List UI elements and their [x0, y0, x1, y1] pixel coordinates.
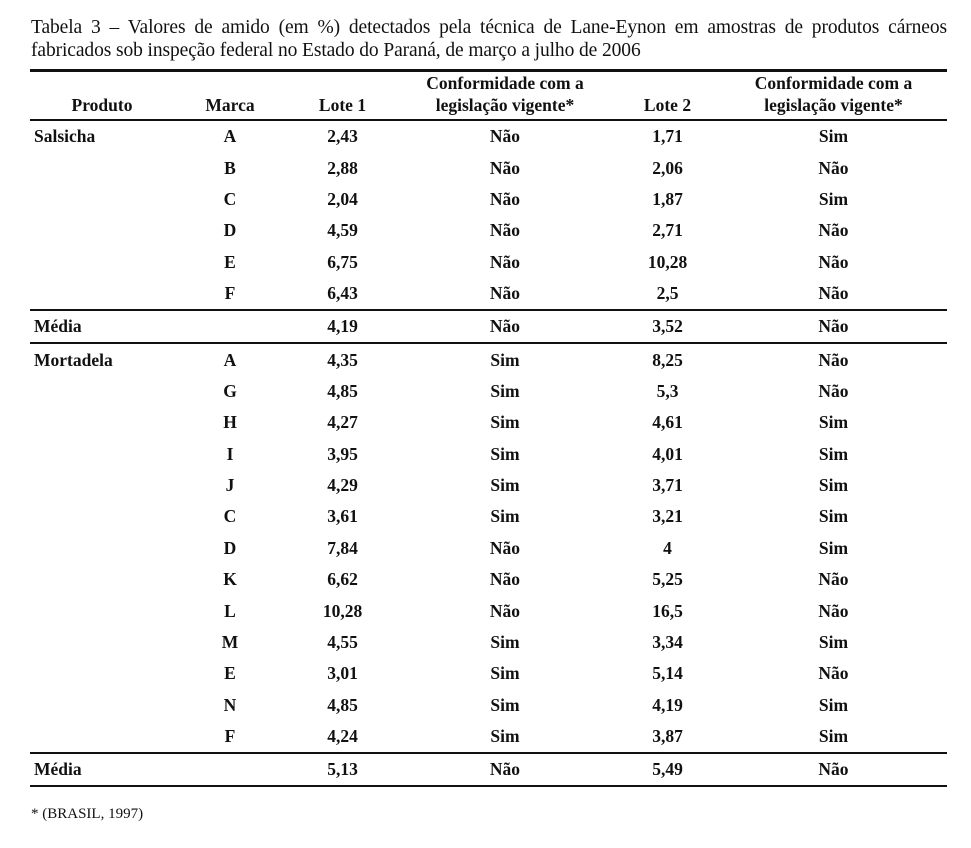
- cell-produto: [30, 470, 170, 501]
- cell-lote2: 3,52: [652, 316, 683, 337]
- cell-marca: N: [223, 694, 237, 715]
- cell-conformidade-2: Não: [818, 283, 849, 304]
- cell-conformidade-1: Sim: [490, 475, 520, 496]
- cell-lote1: 4,35: [327, 349, 358, 370]
- table-row: [30, 184, 947, 215]
- starch-table: [30, 69, 947, 787]
- cell-lote2: 2,71: [652, 220, 683, 241]
- cell-conformidade-1: Não: [489, 220, 521, 241]
- cell-marca: J: [225, 475, 235, 496]
- cell-lote1: 4,85: [327, 380, 358, 401]
- cell-conformidade-2: Não: [818, 380, 849, 401]
- cell-conformidade-2: Sim: [818, 443, 849, 464]
- cell-marca: F: [224, 726, 236, 747]
- cell-produto: [30, 595, 170, 626]
- cell-lote2: 3,21: [652, 506, 683, 527]
- cell-lote2: 16,5: [652, 600, 683, 621]
- header-conformidade-2: [720, 71, 947, 121]
- header-text: legislação vigente*: [764, 95, 903, 115]
- header-marca: Marca: [205, 95, 255, 115]
- cell-conformidade-1: Sim: [490, 506, 520, 527]
- cell-produto: [30, 215, 170, 246]
- cell-lote1: 6,43: [327, 283, 358, 304]
- header-produto: Produto: [71, 95, 133, 115]
- cell-lote1: 4,29: [327, 475, 358, 496]
- cell-conformidade-2: Sim: [818, 506, 849, 527]
- table-row: [30, 533, 947, 564]
- cell-produto: [30, 247, 170, 278]
- cell-lote2: 4,61: [652, 412, 683, 433]
- cell-conformidade-1: Sim: [490, 632, 520, 653]
- cell-lote2: 4,19: [652, 694, 683, 715]
- cell-conformidade-1: Não: [489, 537, 521, 558]
- cell-produto: [30, 407, 170, 438]
- cell-marca: E: [224, 251, 236, 272]
- cell-lote2: 3,87: [652, 726, 683, 747]
- header-conformidade-1: [395, 71, 615, 121]
- cell-marca: H: [223, 412, 237, 433]
- cell-lote1: 6,75: [327, 251, 358, 272]
- table-row: [30, 470, 947, 501]
- cell-media-label: Média: [34, 316, 82, 337]
- header-row: [30, 71, 947, 121]
- cell-conformidade-1: Não: [489, 759, 521, 780]
- table-row: [30, 152, 947, 183]
- cell-marca: I: [226, 443, 234, 464]
- cell-lote1: 3,61: [327, 506, 358, 527]
- cell-lote1: 4,59: [327, 220, 358, 241]
- cell-conformidade-2: Sim: [818, 475, 849, 496]
- cell-conformidade-2: Sim: [818, 537, 849, 558]
- cell-marca: K: [223, 569, 237, 590]
- cell-lote1: 3,01: [327, 663, 358, 684]
- cell-conformidade-1: Sim: [490, 412, 520, 433]
- cell-lote2: 1,71: [652, 126, 683, 147]
- cell-conformidade-2: Não: [818, 220, 849, 241]
- cell-lote1: 10,28: [322, 600, 363, 621]
- cell-lote1: 2,88: [327, 157, 358, 178]
- cell-conformidade-1: Não: [489, 188, 521, 209]
- table-row: [30, 501, 947, 532]
- cell-conformidade-2: Não: [818, 759, 849, 780]
- cell-lote1: 7,84: [327, 537, 358, 558]
- cell-conformidade-2: Não: [818, 316, 849, 337]
- cell-marca: M: [221, 632, 239, 653]
- cell-conformidade-1: Sim: [490, 349, 520, 370]
- cell-conformidade-1: Sim: [490, 663, 520, 684]
- table-row: [30, 343, 947, 375]
- table-row: [30, 595, 947, 626]
- cell-lote2: 3,34: [652, 632, 683, 653]
- cell-conformidade-2: Sim: [818, 726, 849, 747]
- cell-marca: B: [224, 157, 236, 178]
- media-row: [30, 310, 947, 343]
- cell-conformidade-2: Sim: [818, 632, 849, 653]
- cell-lote2: 10,28: [647, 251, 688, 272]
- table-row: [30, 658, 947, 689]
- table-row: [30, 278, 947, 310]
- cell-produto: [30, 501, 170, 532]
- cell-produto: [30, 184, 170, 215]
- cell-conformidade-1: Não: [489, 157, 521, 178]
- table-row: [30, 407, 947, 438]
- cell-lote2: 4,01: [652, 443, 683, 464]
- cell-marca: D: [223, 220, 237, 241]
- cell-produto: [30, 439, 170, 470]
- cell-marca: G: [223, 380, 237, 401]
- cell-produto: Mortadela: [34, 349, 113, 370]
- cell-lote1: 4,85: [327, 694, 358, 715]
- cell-lote2: 5,49: [652, 759, 683, 780]
- cell-conformidade-1: Sim: [490, 380, 520, 401]
- cell-marca: L: [224, 600, 236, 621]
- media-row: [30, 753, 947, 786]
- cell-produto: [30, 278, 170, 310]
- cell-lote1: 2,04: [327, 188, 358, 209]
- cell-marca: [170, 753, 290, 786]
- cell-lote2: 1,87: [652, 188, 683, 209]
- cell-conformidade-1: Não: [489, 600, 521, 621]
- footnote: * (BRASIL, 1997): [31, 806, 144, 822]
- cell-conformidade-2: Sim: [818, 694, 849, 715]
- cell-conformidade-2: Sim: [818, 412, 849, 433]
- table-row: [30, 690, 947, 721]
- cell-produto: [30, 690, 170, 721]
- cell-marca: F: [224, 283, 236, 304]
- cell-lote1: 5,13: [327, 759, 358, 780]
- table-row: [30, 376, 947, 407]
- cell-marca: C: [223, 506, 237, 527]
- cell-lote1: 3,95: [327, 443, 358, 464]
- table-row: [30, 721, 947, 753]
- cell-produto: [30, 533, 170, 564]
- cell-marca: C: [223, 188, 237, 209]
- cell-produto: [30, 721, 170, 753]
- cell-lote1: 4,24: [327, 726, 358, 747]
- cell-conformidade-2: Não: [818, 569, 849, 590]
- table-body: [30, 120, 947, 786]
- cell-marca: E: [224, 663, 236, 684]
- cell-media-label: Média: [34, 759, 82, 780]
- cell-lote1: 2,43: [327, 126, 358, 147]
- cell-marca: A: [223, 349, 237, 370]
- table-row: [30, 564, 947, 595]
- cell-conformidade-1: Não: [489, 126, 521, 147]
- cell-marca: A: [223, 126, 237, 147]
- cell-conformidade-2: Não: [818, 600, 849, 621]
- cell-conformidade-1: Sim: [490, 694, 520, 715]
- cell-lote2: 4: [663, 537, 672, 558]
- cell-conformidade-2: Sim: [818, 126, 849, 147]
- cell-conformidade-2: Sim: [818, 188, 849, 209]
- cell-produto: [30, 152, 170, 183]
- cell-lote1: 4,19: [327, 316, 358, 337]
- cell-conformidade-1: Não: [489, 316, 521, 337]
- cell-produto: [30, 658, 170, 689]
- cell-conformidade-2: Não: [818, 157, 849, 178]
- cell-lote2: 5,3: [656, 380, 679, 401]
- cell-lote2: 5,25: [652, 569, 683, 590]
- cell-marca: D: [223, 537, 237, 558]
- header-lote1: Lote 1: [318, 95, 367, 115]
- table-row: [30, 215, 947, 246]
- cell-lote1: 6,62: [327, 569, 358, 590]
- table-row: [30, 247, 947, 278]
- header-text: legislação vigente*: [435, 95, 575, 115]
- cell-conformidade-2: Não: [818, 251, 849, 272]
- table-row: [30, 120, 947, 152]
- cell-conformidade-1: Sim: [490, 443, 520, 464]
- cell-conformidade-1: Não: [489, 283, 521, 304]
- cell-conformidade-2: Não: [818, 663, 849, 684]
- cell-lote2: 5,14: [652, 663, 683, 684]
- cell-lote1: 4,27: [327, 412, 358, 433]
- cell-conformidade-2: Não: [818, 349, 849, 370]
- table-row: [30, 439, 947, 470]
- cell-conformidade-1: Não: [489, 569, 521, 590]
- table-caption: Tabela 3 – Valores de amido (em %) detectados pela técnica de Lane-Eynon em amostras de produtos cárneos fabricados sob inspeção federal no Estado do Paraná, de março a julho de 2006: [31, 17, 947, 61]
- cell-lote2: 2,5: [656, 283, 679, 304]
- header-lote2: Lote 2: [643, 95, 692, 115]
- cell-produto: [30, 376, 170, 407]
- header-text: Conformidade com a: [426, 73, 584, 93]
- header-text: Conformidade com a: [754, 73, 913, 93]
- table-row: [30, 627, 947, 658]
- cell-produto: [30, 564, 170, 595]
- cell-marca: [170, 310, 290, 343]
- cell-lote1: 4,55: [327, 632, 358, 653]
- cell-conformidade-1: Sim: [490, 726, 520, 747]
- cell-produto: [30, 627, 170, 658]
- cell-lote2: 3,71: [652, 475, 683, 496]
- cell-produto: Salsicha: [34, 126, 96, 147]
- cell-lote2: 2,06: [652, 157, 683, 178]
- cell-lote2: 8,25: [652, 349, 683, 370]
- cell-conformidade-1: Não: [489, 251, 521, 272]
